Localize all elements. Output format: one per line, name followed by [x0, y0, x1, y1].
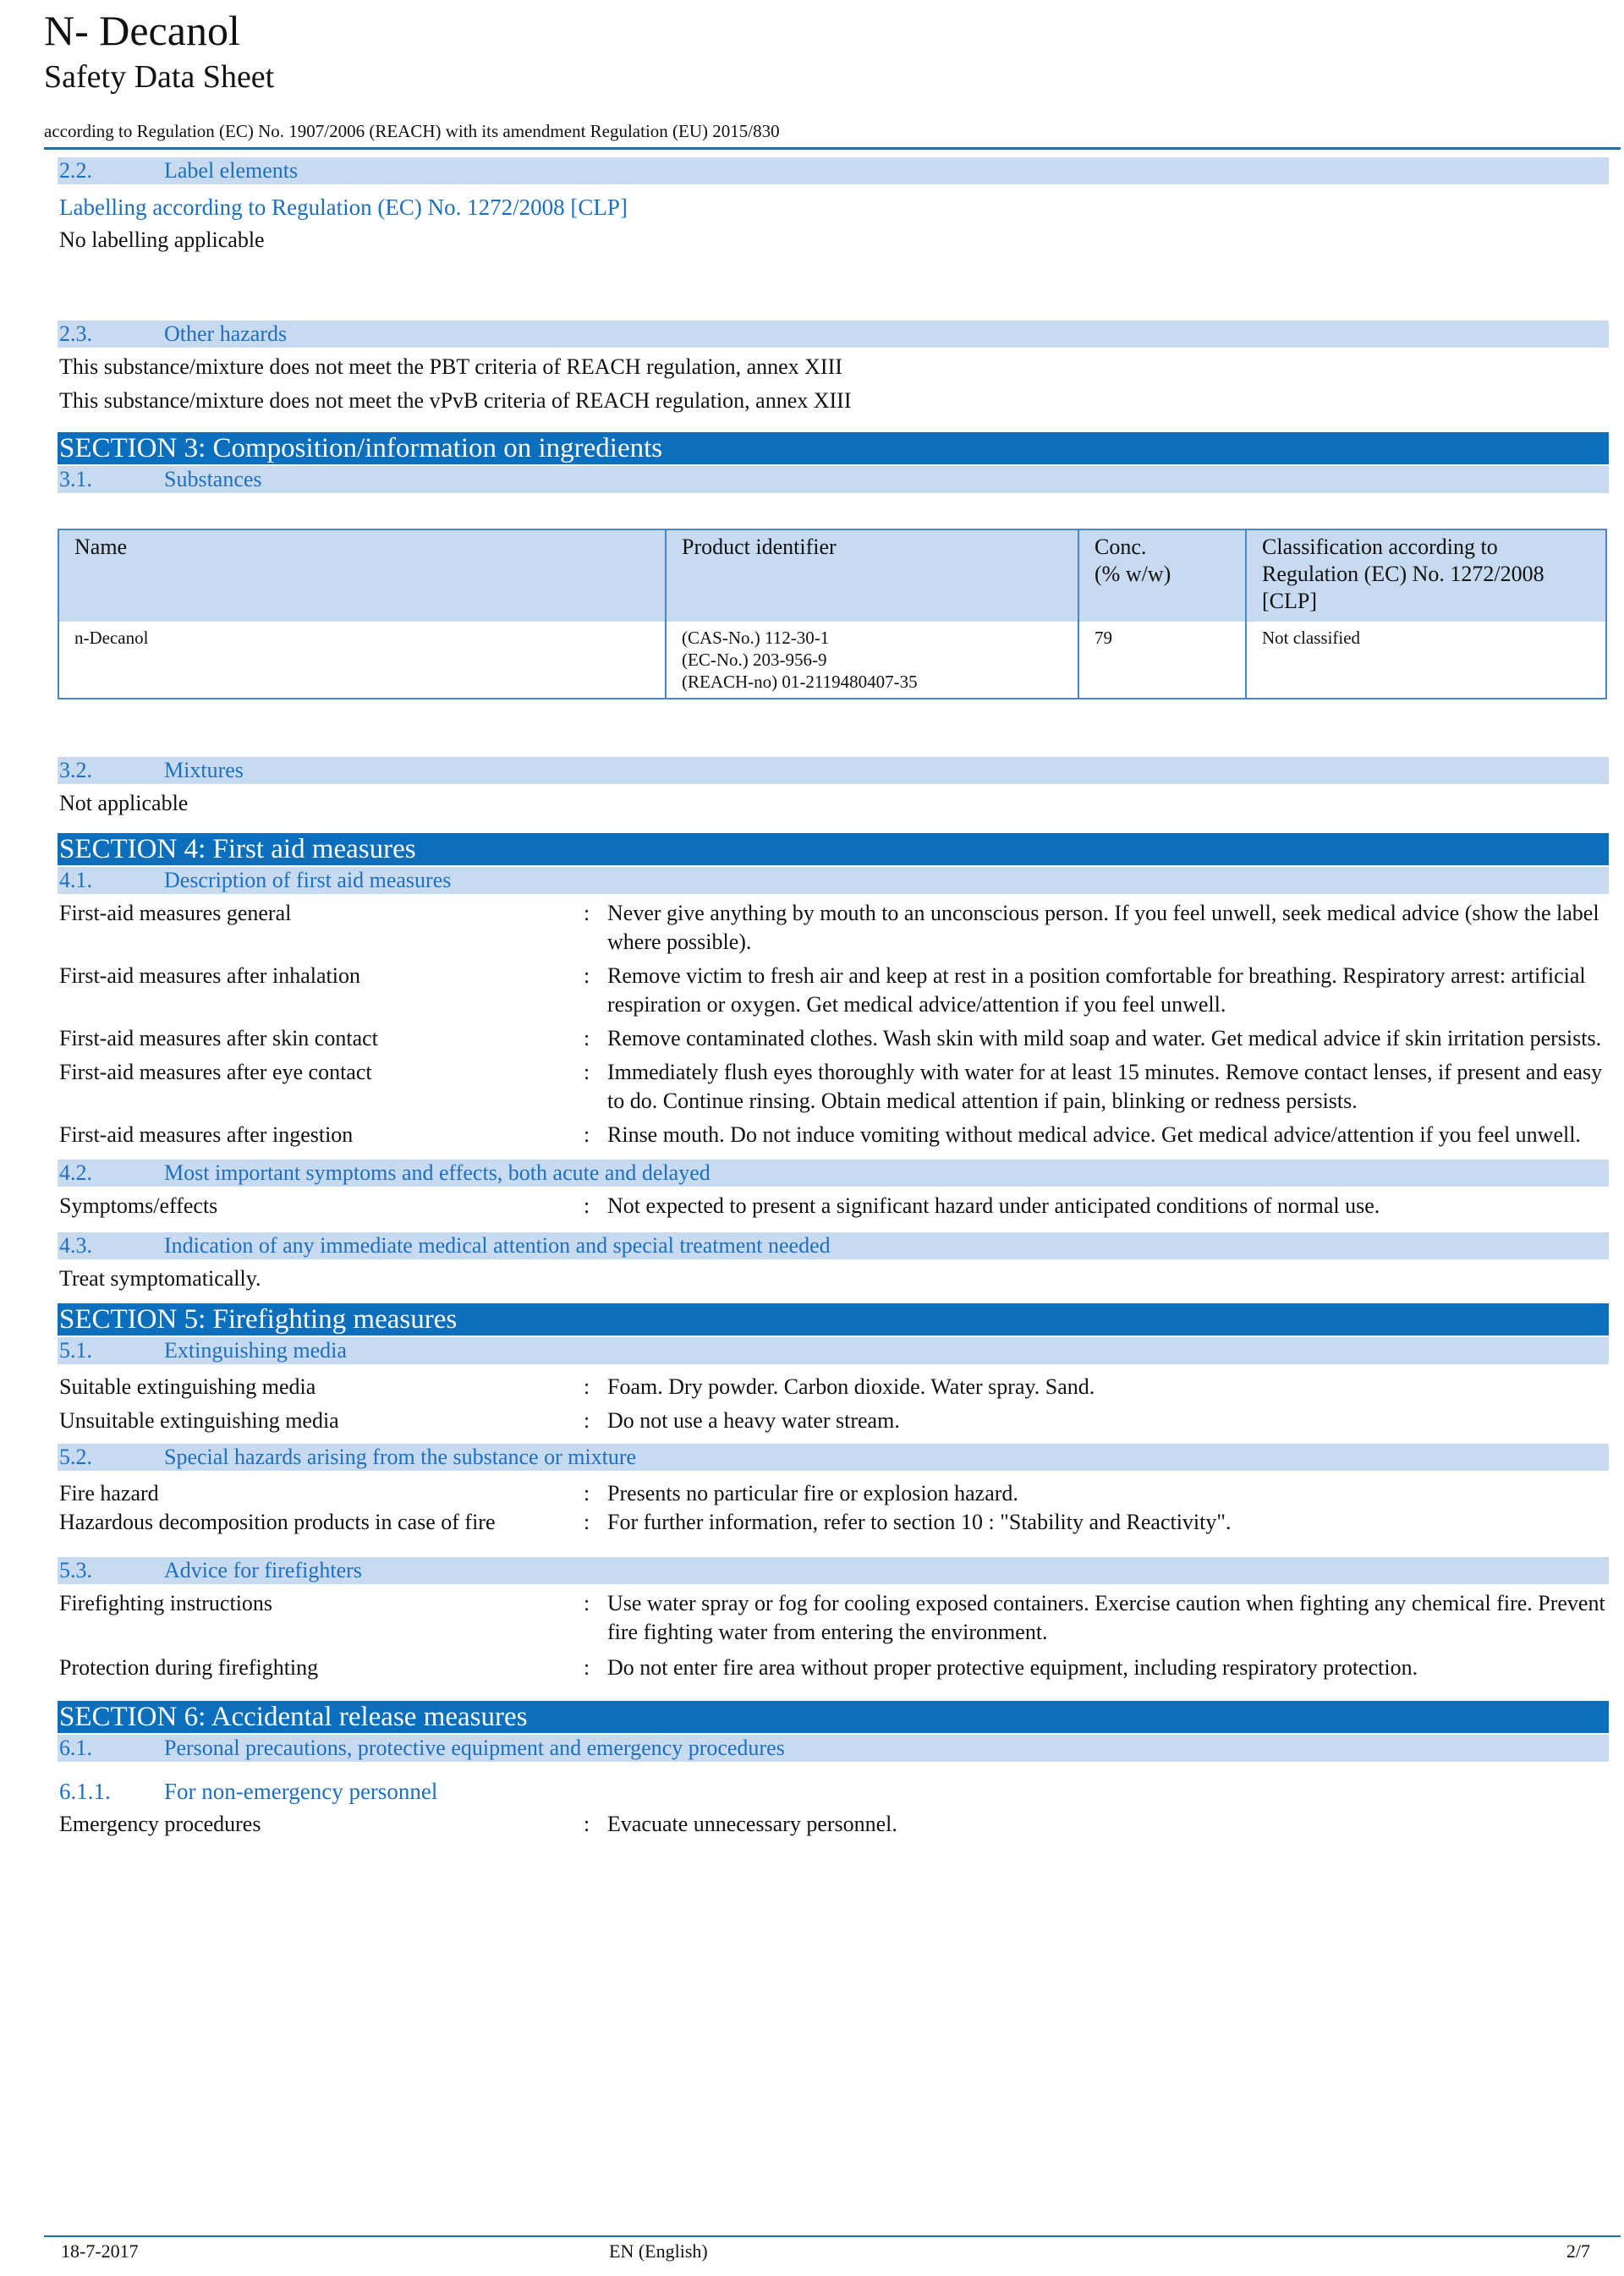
subsection-title: For non-emergency personnel — [164, 1779, 438, 1804]
section-header-3: SECTION 3: Composition/information on ingredients — [58, 432, 1609, 464]
field-label: First-aid measures general — [59, 901, 292, 925]
separator: : — [584, 1812, 590, 1836]
separator: : — [584, 1655, 590, 1680]
ec-number: (EC-No.) 203-956-9 — [682, 650, 827, 670]
labelling-heading: Labelling according to Regulation (EC) No. 1272/2008 [CLP] — [59, 195, 628, 220]
mixtures-text: Not applicable — [59, 791, 189, 815]
subsection-title: Most important symptoms and effects, both acute and delayed — [164, 1160, 710, 1185]
subsection-title: Advice for firefighters — [164, 1558, 362, 1582]
subsection-header-2-3 — [58, 321, 1609, 348]
field-label: Hazardous decomposition products in case of fire — [59, 1510, 496, 1534]
separator: : — [584, 1026, 590, 1050]
subsection-number: 4.3. — [59, 1233, 92, 1258]
separator: : — [584, 1510, 590, 1534]
field-value: Use water spray or fog for cooling exposed containers. Exercise caution when fighting any chemical fire. Prevent fire fighting water from entering the environment. — [607, 1591, 1605, 1644]
separator: : — [584, 1481, 590, 1505]
field-label: First-aid measures after inhalation — [59, 963, 360, 988]
subsection-number: 6.1. — [59, 1736, 92, 1760]
subsection-title: Other hazards — [164, 321, 288, 346]
firefighting-protection — [59, 1654, 1609, 1682]
fire-hazard — [59, 1479, 1609, 1508]
subsection-number: 2.2. — [59, 158, 92, 183]
field-value: Rinse mouth. Do not induce vomiting without medical advice. Get medical advice/attention if you feel unwell. — [607, 1122, 1581, 1147]
field-value: For further information, refer to section 10 : "Stability and Reactivity". — [607, 1510, 1232, 1534]
subsection-title: Description of first aid measures — [164, 868, 452, 892]
field-value: Remove victim to fresh air and keep at rest in a position comfortable for breathing. Respiratory arrest: artificial respiration or oxygen. Get medical advice/attention if you feel unwell. — [607, 963, 1586, 1017]
field-value: Do not use a heavy water stream. — [607, 1408, 900, 1433]
subsection-number: 5.2. — [59, 1445, 92, 1469]
symptoms-effects — [59, 1192, 1609, 1220]
section-header-5: SECTION 5: Firefighting measures — [58, 1303, 1609, 1335]
field-label: Unsuitable extinguishing media — [59, 1408, 339, 1433]
other-hazards-line: This substance/mixture does not meet the PBT criteria of REACH regulation, annex XIII — [59, 354, 842, 379]
separator: : — [584, 901, 590, 925]
subsection-header-6-1 — [58, 1735, 1609, 1762]
first-aid-ingestion — [59, 1121, 1609, 1149]
cas-number: (CAS-No.) 112-30-1 — [682, 628, 830, 648]
footer-page-number: 2/7 — [1566, 2240, 1590, 2262]
reach-number: (REACH-no) 01-2119480407-35 — [682, 672, 918, 692]
field-value: Do not enter fire area without proper protective equipment, including respiratory protection. — [607, 1655, 1418, 1680]
first-aid-skin — [59, 1024, 1609, 1053]
field-label: Suitable extinguishing media — [59, 1374, 316, 1399]
field-value: Presents no particular fire or explosion hazard. — [607, 1481, 1018, 1505]
subsection-header-5-1 — [58, 1337, 1609, 1364]
section-header-4: SECTION 4: First aid measures — [58, 833, 1609, 865]
separator: : — [584, 1060, 590, 1084]
subsection-title: Special hazards arising from the substance or mixture — [164, 1445, 637, 1469]
firefighting-instructions — [59, 1589, 1609, 1647]
subsection-header-3-1 — [58, 466, 1609, 493]
cell-classification: Not classified — [1246, 622, 1606, 699]
document-subtitle: Safety Data Sheet — [44, 59, 275, 95]
subsection-number: 3.1. — [59, 467, 92, 491]
subsection-header-2-2 — [58, 157, 1609, 184]
subsection-header-4-1 — [58, 867, 1609, 894]
field-label: First-aid measures after skin contact — [59, 1026, 378, 1050]
treatment-text: Treat symptomatically. — [59, 1266, 261, 1291]
subsection-title: Label elements — [164, 158, 299, 183]
column-header-name: Name — [58, 529, 666, 622]
subsection-number: 4.1. — [59, 868, 92, 892]
section-header-6: SECTION 6: Accidental release measures — [58, 1701, 1609, 1733]
column-header-classification: Classification according to Regulation (EC) No. 1272/2008 [CLP] — [1246, 529, 1606, 622]
unsuitable-media — [59, 1407, 1609, 1435]
subsection-title: Indication of any immediate medical attention and special treatment needed — [164, 1233, 831, 1258]
composition-table — [58, 529, 1607, 699]
subsection-number: 5.1. — [59, 1338, 92, 1363]
footer-language: EN (English) — [609, 2240, 708, 2262]
field-label: Symptoms/effects — [59, 1193, 218, 1218]
field-label: First-aid measures after eye contact — [59, 1060, 372, 1084]
separator: : — [584, 1193, 590, 1218]
emergency-procedures — [59, 1810, 1609, 1839]
column-header-identifier: Product identifier — [666, 529, 1078, 622]
first-aid-eye — [59, 1058, 1609, 1116]
subsection-title: Extinguishing media — [164, 1338, 347, 1363]
footer-date: 18-7-2017 — [61, 2240, 139, 2262]
field-value: Immediately flush eyes thoroughly with water for at least 15 minutes. Remove contact lenses, if present and easy to do. Continue rinsing. Obtain medical attention if pain, blinking or redness persists. — [607, 1060, 1603, 1113]
first-aid-inhalation — [59, 962, 1609, 1019]
document-body — [58, 157, 1609, 1839]
separator: : — [584, 1122, 590, 1147]
separator: : — [584, 963, 590, 988]
first-aid-list — [58, 899, 1609, 1149]
table-header-row — [58, 529, 1606, 622]
field-label: Fire hazard — [59, 1481, 159, 1505]
subsection-number: 6.1.1. — [59, 1779, 111, 1804]
subsection-header-5-2 — [58, 1444, 1609, 1471]
subsection-header-4-2 — [58, 1160, 1609, 1187]
subsection-header-3-2 — [58, 757, 1609, 784]
subsection-number: 5.3. — [59, 1558, 92, 1582]
field-label: Emergency procedures — [59, 1812, 261, 1836]
subsection-title: Personal precautions, protective equipment and emergency procedures — [164, 1736, 785, 1760]
suitable-media — [59, 1373, 1609, 1401]
subsection-title: Substances — [164, 467, 262, 491]
subsection-title: Mixtures — [164, 758, 244, 782]
subsection-header-4-3 — [58, 1232, 1609, 1259]
document-title: N- Decanol — [44, 7, 240, 54]
footer-divider — [44, 2235, 1621, 2237]
cell-concentration: 79 — [1078, 622, 1246, 699]
regulation-line: according to Regulation (EC) No. 1907/2006 (REACH) with its amendment Regulation (EU) 2015/830 — [44, 121, 780, 141]
labelling-text: No labelling applicable — [59, 228, 265, 252]
separator: : — [584, 1591, 590, 1615]
cell-name: n-Decanol — [74, 628, 149, 648]
header-divider — [44, 147, 1621, 150]
subsection-header-5-3 — [58, 1557, 1609, 1584]
field-label: Firefighting instructions — [59, 1591, 273, 1615]
field-value: Evacuate unnecessary personnel. — [607, 1812, 897, 1836]
field-value: Not expected to present a significant hazard under anticipated conditions of normal use. — [607, 1193, 1380, 1218]
subsection-number: 2.3. — [59, 321, 92, 346]
subsection-number: 4.2. — [59, 1160, 92, 1185]
cell-identifier — [666, 622, 1078, 699]
field-label: Protection during firefighting — [59, 1655, 319, 1680]
table-row — [58, 622, 1606, 699]
non-emergency-heading — [59, 1779, 1609, 1805]
other-hazards-line: This substance/mixture does not meet the vPvB criteria of REACH regulation, annex XIII — [59, 388, 852, 413]
field-value: Foam. Dry powder. Carbon dioxide. Water spray. Sand. — [607, 1374, 1095, 1399]
hazardous-decomposition — [59, 1508, 1609, 1537]
separator: : — [584, 1408, 590, 1433]
field-label: First-aid measures after ingestion — [59, 1122, 354, 1147]
column-header-concentration: Conc. (% w/w) — [1078, 529, 1246, 622]
first-aid-general — [59, 899, 1609, 957]
subsection-number: 3.2. — [59, 758, 92, 782]
field-value: Never give anything by mouth to an unconscious person. If you feel unwell, seek medical advice (show the label where possible). — [607, 901, 1599, 954]
field-value: Remove contaminated clothes. Wash skin with mild soap and water. Get medical advice if skin irritation persists. — [607, 1026, 1602, 1050]
separator: : — [584, 1374, 590, 1399]
